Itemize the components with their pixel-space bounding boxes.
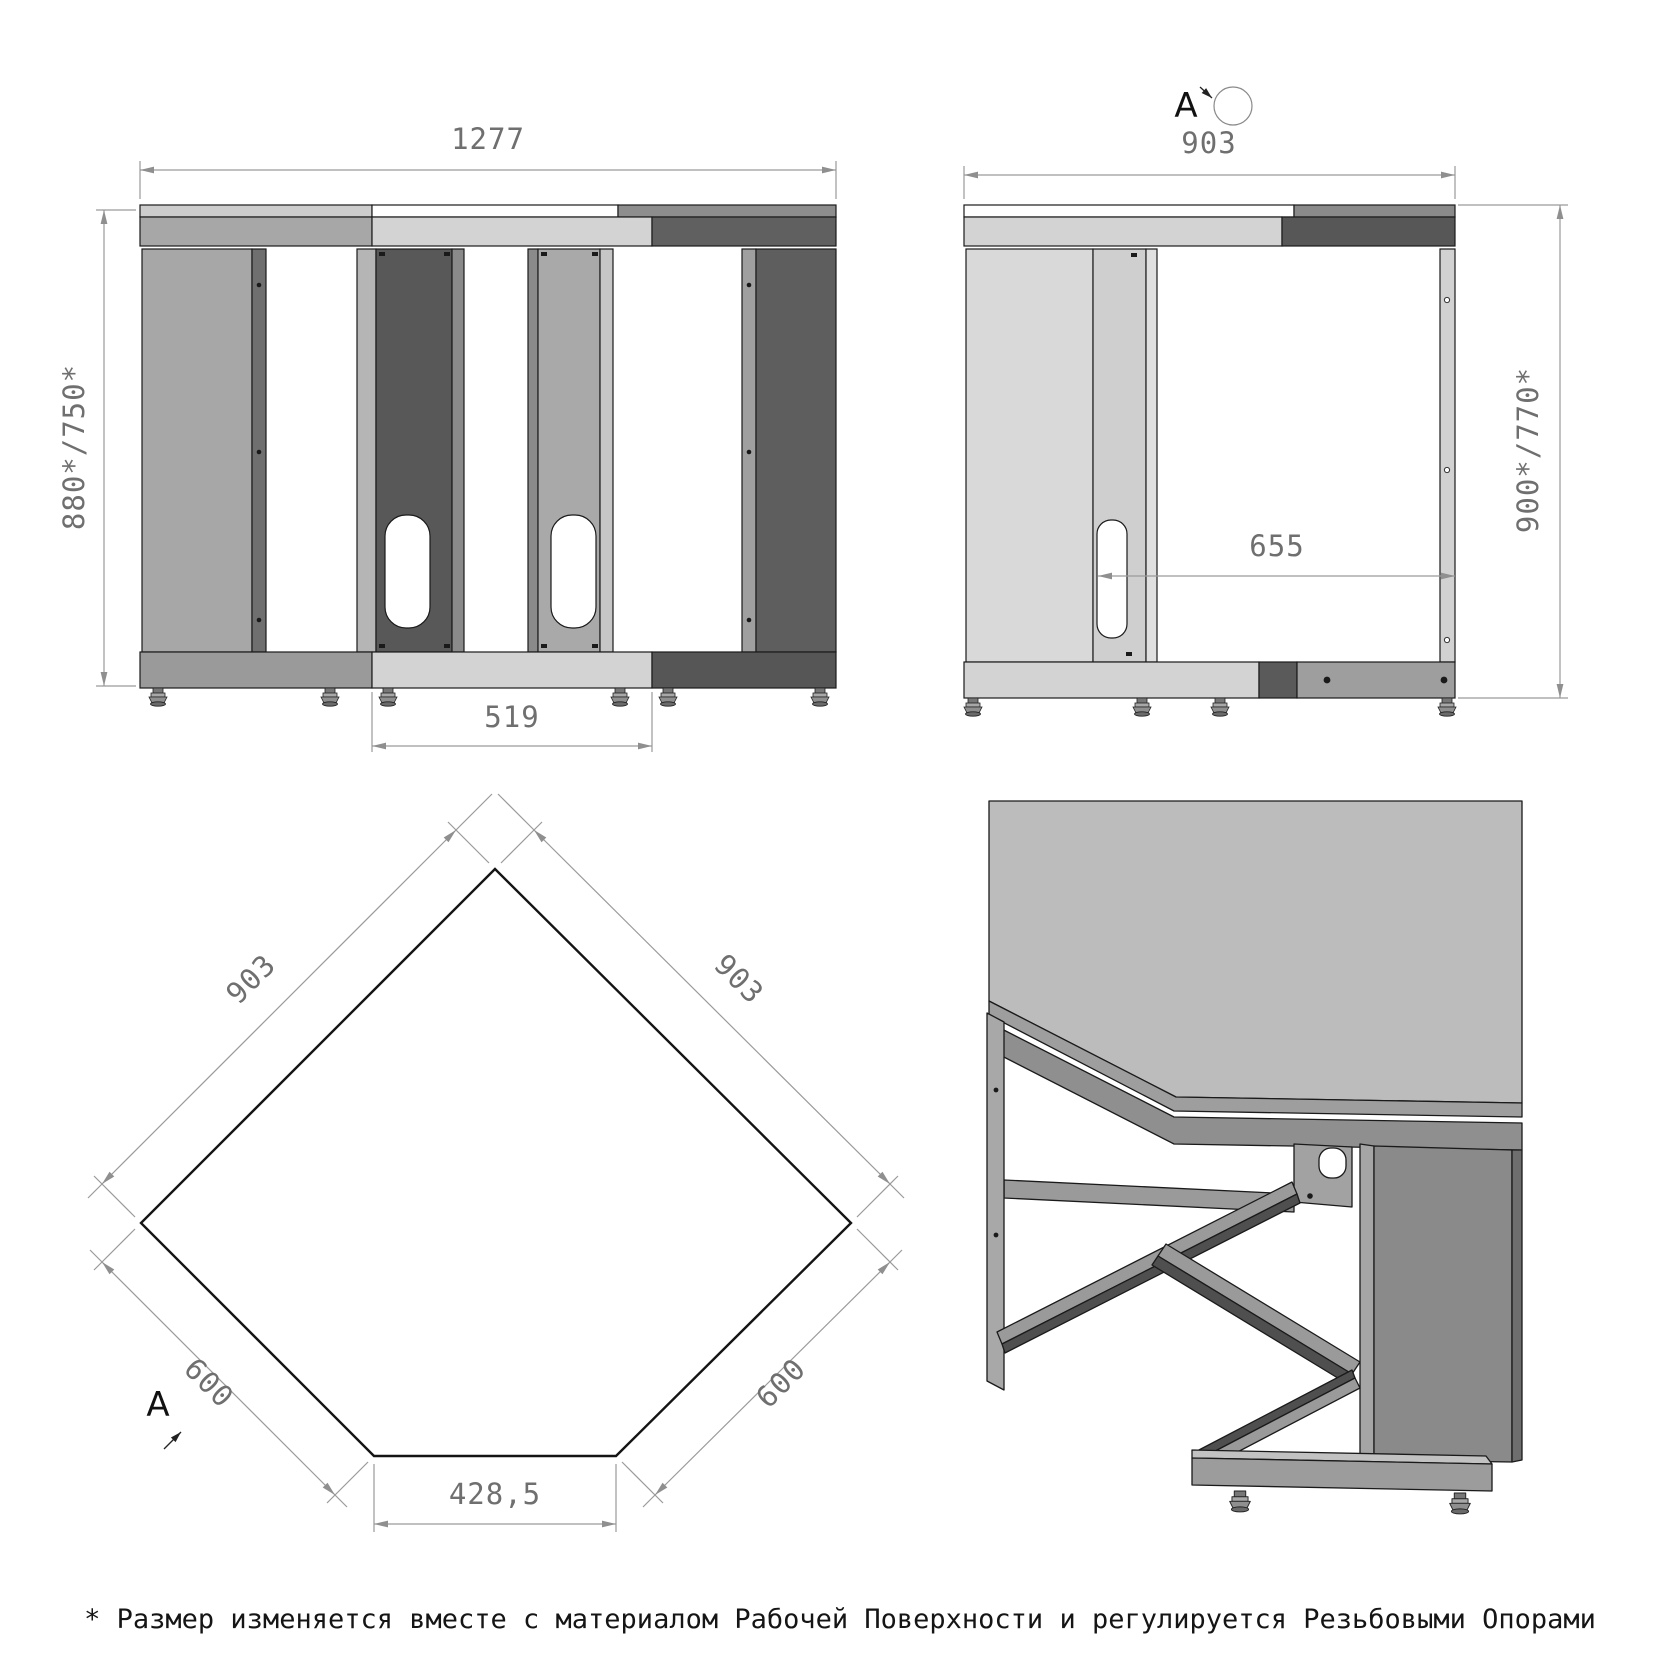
front-view: [96, 161, 836, 752]
cable-slot: [551, 515, 596, 628]
worktop-top-face: [989, 801, 1522, 1103]
side-view-marker-label: A: [1174, 86, 1198, 126]
diagonal-brace-down: [1152, 1244, 1360, 1383]
base-3d: [1192, 1450, 1492, 1491]
dim-label-side-height: 900*/770*: [1511, 366, 1545, 534]
cable-hole: [1319, 1148, 1346, 1178]
side-feet: [964, 698, 1456, 716]
dim-label-side-opening: 655: [1249, 529, 1305, 563]
dim-label-front-width: 1277: [451, 122, 525, 156]
plan-view: [88, 794, 904, 1532]
side-base-rails: [964, 662, 1455, 698]
dim-label-plan-upper-right: 903: [707, 947, 771, 1011]
right-panel: [1360, 1144, 1522, 1462]
footnote-text: * Размер изменяется вместе с материалом Рабочей Поверхности и регулируется Резьбовыми Опорами: [84, 1604, 1596, 1635]
side-view: [964, 87, 1568, 716]
front-screws: [257, 252, 752, 648]
front-apron: [140, 217, 836, 246]
plan-view-marker-label: A: [146, 1385, 170, 1425]
cable-slot: [1097, 520, 1127, 638]
dim-label-front-base: 519: [484, 700, 540, 734]
dim-label-plan-bottom: 428,5: [448, 1477, 542, 1511]
side-slot-panel: [1093, 249, 1157, 662]
view-direction-marker: [1200, 87, 1252, 125]
side-big-panel: [966, 249, 1093, 662]
front-mid-panel-light: [528, 249, 613, 652]
dim-front-height: [96, 210, 136, 686]
dim-label-front-height: 880*/750*: [57, 363, 91, 531]
front-base-rails: [140, 652, 836, 688]
side-worktop-edge: [964, 205, 1455, 217]
plan-view-direction-marker: [164, 1432, 181, 1449]
dim-label-plan-upper-left: 903: [219, 947, 283, 1011]
dim-front-width: [140, 161, 836, 199]
front-worktop-edge: [140, 205, 836, 217]
dim-label-plan-lower-right: 600: [749, 1351, 813, 1415]
dim-label-plan-lower-left: 600: [177, 1351, 241, 1415]
side-rear-post: [1440, 249, 1455, 662]
dim-label-side-width: 903: [1181, 126, 1237, 160]
detail-feet: [1230, 1491, 1471, 1514]
front-mid-panel-dark: [357, 249, 464, 652]
detail-3d-view: [987, 801, 1522, 1514]
cable-slot: [385, 515, 430, 628]
side-apron: [964, 217, 1455, 246]
front-left-leg-panel: [142, 249, 266, 652]
front-right-leg-panel: [742, 249, 836, 652]
dim-side-width: [964, 166, 1455, 199]
